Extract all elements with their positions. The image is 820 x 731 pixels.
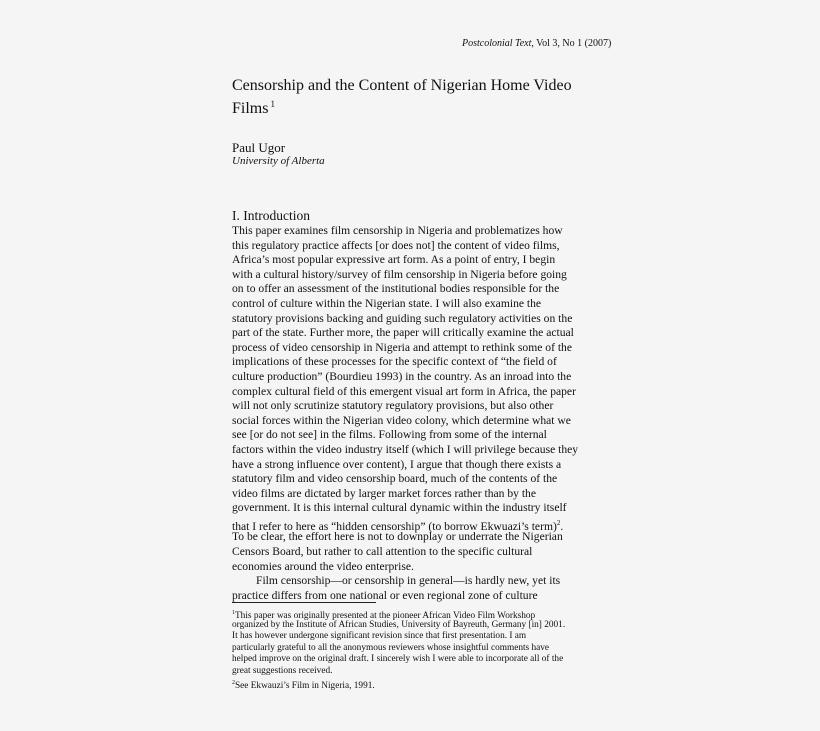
body-line: economies around the video enterprise. xyxy=(232,559,414,573)
footnote-line: It has however undergone significant revision since that first presentation. I am xyxy=(232,631,527,642)
journal-issue: , Vol 3, No 1 (2007) xyxy=(531,38,612,49)
body-line: will not only scrutinize statutory regulatory provisions, but also other xyxy=(232,399,554,413)
body-line: Censors Board, but rather to call attention to the specific cultural xyxy=(232,545,533,559)
footnote-line: organized by the Institute of African Studies, University of Bayreuth, Germany [in] 2001. xyxy=(232,619,566,630)
footnote-line: helped improve on the original draft. I sincerely wish I were able to incorporate all of the xyxy=(232,654,564,665)
footnote-line xyxy=(232,608,602,620)
footnote-line: particularly grateful to all the anonymous reviewers whose insightful comments have xyxy=(232,642,550,653)
body-line: To be clear, the effort here is not to downplay or underrate the Nigerian xyxy=(232,530,563,544)
body-line: on to offer an assessment of the institutional bodies responsible for the xyxy=(232,282,560,296)
body-line: culture production” (Bourdieu 1993) in the country. As an inroad into the xyxy=(232,369,572,383)
body-line: social forces within the Nigerian video colony, which determine what we xyxy=(232,413,571,427)
footnote-2-ref: 2 xyxy=(556,518,561,527)
footnote-1-text: This paper was originally presented at the pioneer African Video Film Workshop xyxy=(235,611,536,621)
title-footnote-mark: 1 xyxy=(270,99,275,109)
body-line: see [or do not see] in the films. Following from some of the internal xyxy=(232,428,547,442)
body-line xyxy=(232,516,602,531)
body-line: statutory provisions backing and guiding such regulatory activities on the xyxy=(232,311,573,325)
footnote-2-mark: 2 xyxy=(232,679,235,686)
title-text: Censorship and the Content of Nigerian Home Video Films xyxy=(232,77,572,117)
body-line: statutory film and video censorship board, much of the contents of the xyxy=(232,472,558,486)
body-line: with a cultural history/survey of film censorship in Nigeria before going xyxy=(232,267,567,281)
body-line: This paper examines film censorship in Nigeria and problematizes how xyxy=(232,224,563,237)
author-affiliation: University of Alberta xyxy=(232,155,325,167)
body-line: video films are dictated by larger market forces rather than by the xyxy=(232,486,536,500)
body-line: process of video censorship in Nigeria and attempt to rethink some of the xyxy=(232,340,572,354)
body-line: control of culture within the Nigerian state. I will also examine the xyxy=(232,296,542,310)
footnote-line: great suggestions received. xyxy=(232,665,333,676)
footnote-2-text: See Ekwauzi’s Film in Nigeria, 1991. xyxy=(235,680,375,691)
footnote-divider xyxy=(232,602,376,603)
paper-title xyxy=(232,76,592,118)
body-line: government. It is this internal cultural dynamic within the industry itself xyxy=(232,501,567,515)
body-line: this regulatory practice affects [or does not] the content of video films, xyxy=(232,238,560,252)
body-line: practice differs from one national or even regional zone of culture xyxy=(232,588,538,602)
section-heading: I. Introduction xyxy=(232,208,310,223)
body-line: factors within the video industry itself (which I will privilege because they xyxy=(232,442,579,456)
body-line: complex cultural field of this emergent visual art form in Africa, the paper xyxy=(232,384,576,398)
body-paragraphs xyxy=(232,224,602,603)
body-line: have a strong influence over content), I argue that though there exists a xyxy=(232,457,562,471)
body-line: Africa’s most popular expressive art form. As a point of entry, I begin xyxy=(232,253,556,267)
body-line: part of the state. Further more, the paper will critically examine the actual xyxy=(232,326,574,340)
journal-name: Postcolonial Text xyxy=(462,38,532,49)
body-line: Film censorship—or censorship in general—is hardly new, yet its xyxy=(256,574,561,588)
body-line: implications of these processes for the specific context of “the field of xyxy=(232,355,557,369)
footnotes xyxy=(232,608,602,689)
body-line-end: . xyxy=(560,519,564,533)
footnote-line xyxy=(232,678,602,690)
author-name: Paul Ugor xyxy=(232,140,286,155)
running-header xyxy=(462,38,611,49)
body-line-text: that I refer to here as “hidden censorship” (to borrow Ekwuazi’s term) xyxy=(232,519,557,533)
footnote-1-mark: 1 xyxy=(232,610,235,616)
